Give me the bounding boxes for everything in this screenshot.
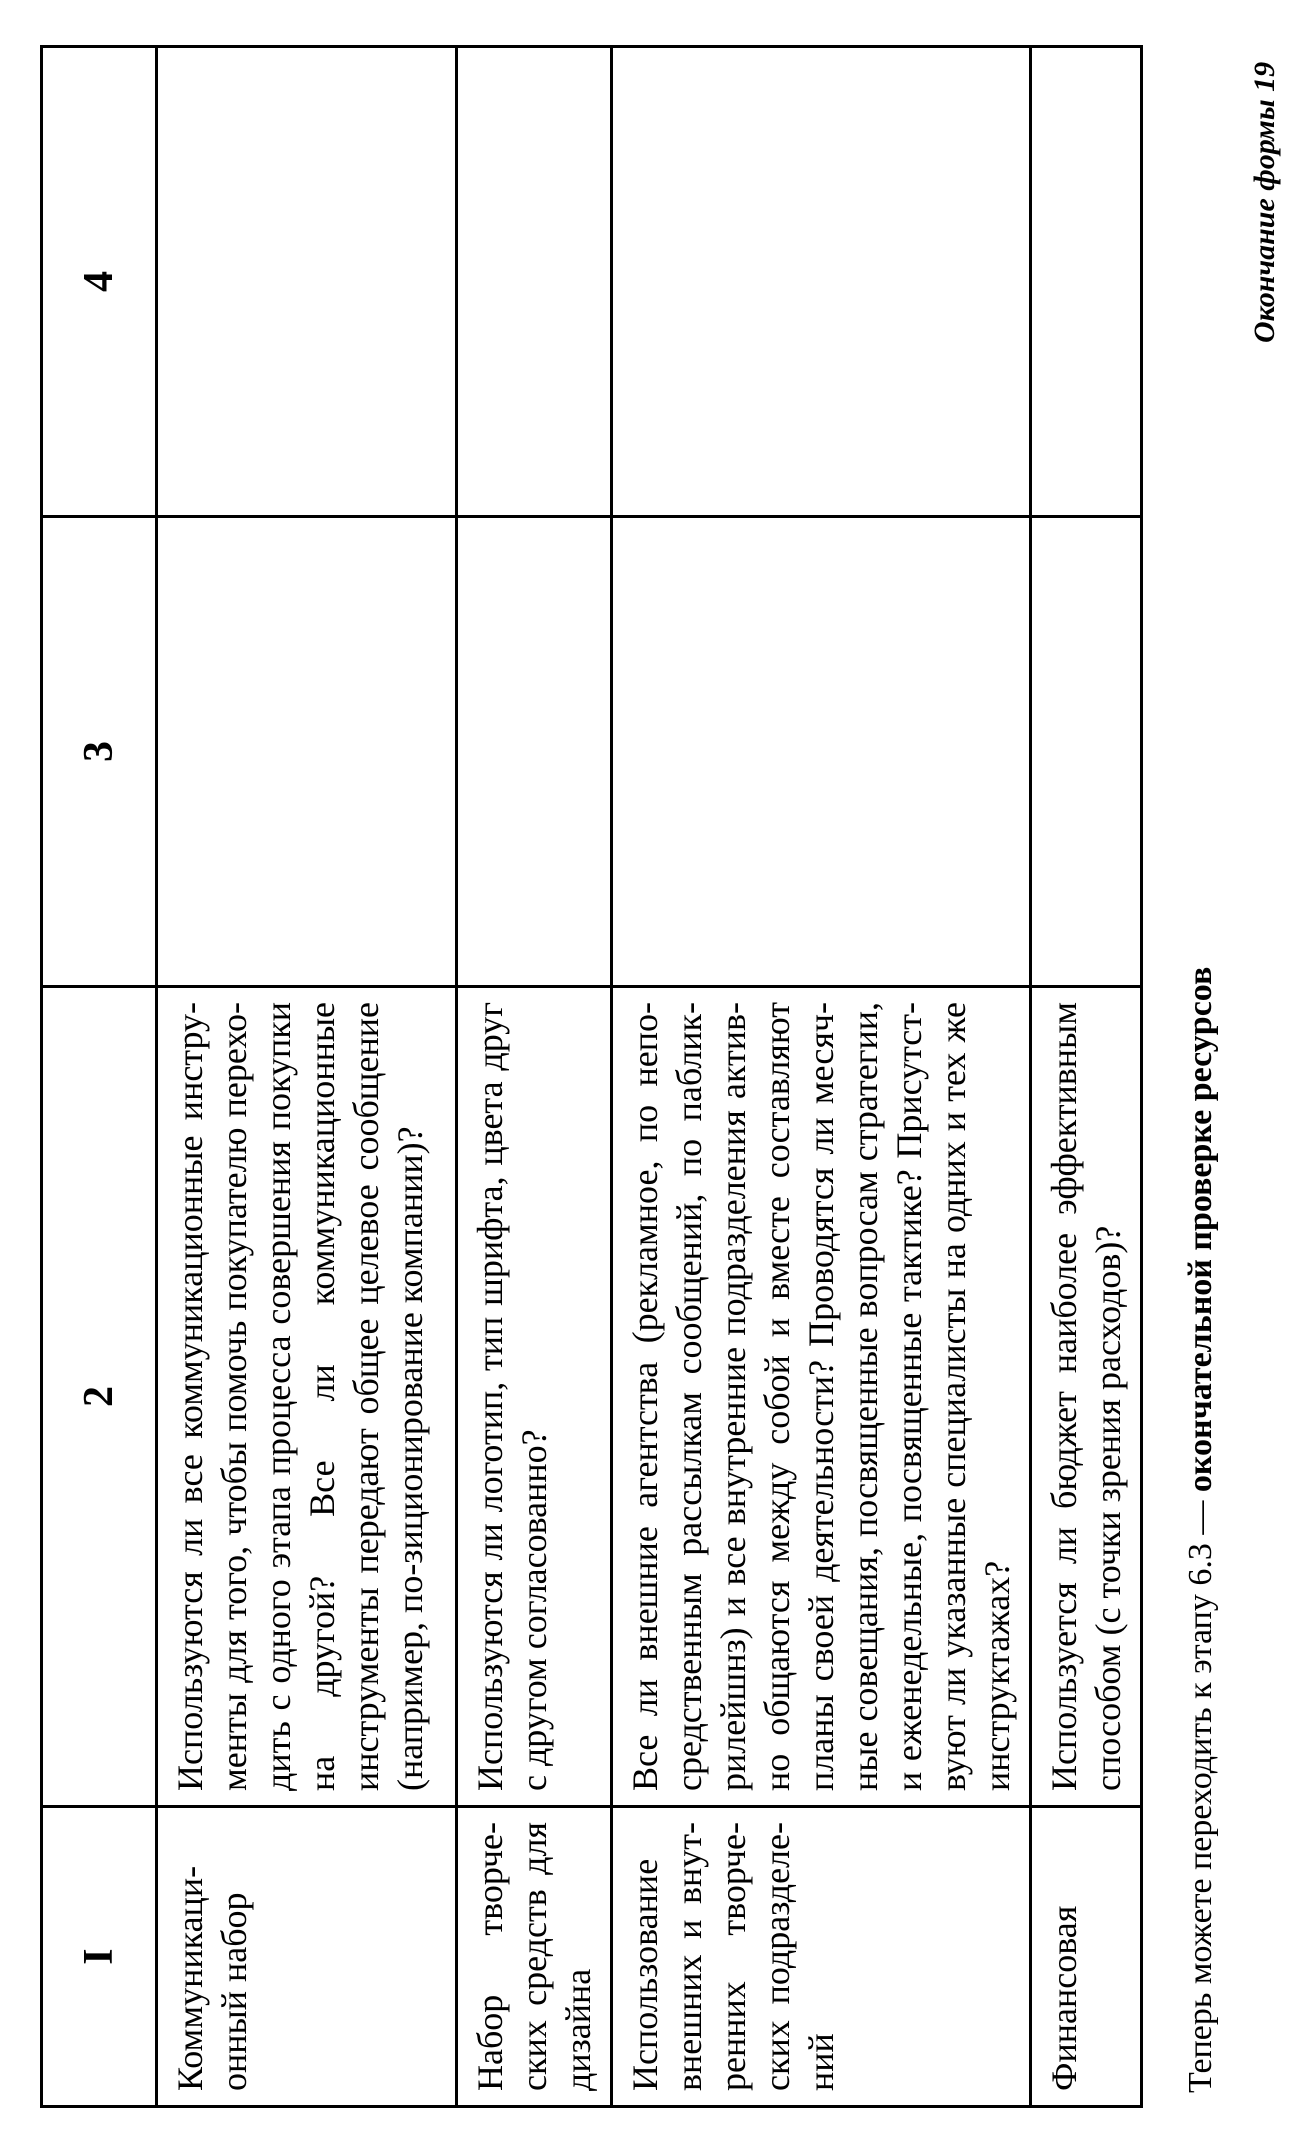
footer-emphasis: окончательной проверке ресурсов [1182,966,1219,1493]
row-col-3 [1031,517,1142,987]
row-question: Используются ли все коммуникационные инстру-менты для того, чтобы помочь покупателю перехо-дить с одного этапа процесса совершения покупки на другой? Все ли коммуникационные инструменты передают общее целевое сообщение (например, по-зиционирование компании)? [157,987,457,1807]
form-caption: Окончание формы 19 [1248,61,1281,343]
header-col-2: 2 [42,987,157,1807]
header-row [42,47,157,2107]
row-category: Использование внешних и внут-ренних творче-ских подразделе-ний [612,1807,1031,2107]
row-col-4 [157,47,457,517]
row-col-3 [457,517,612,987]
row-col-4 [1031,47,1142,517]
row-category: Набор творче-ских средств для дизайна [457,1807,612,2107]
row-question: Используется ли бюджет наиболее эффективным способом (с точки зрения расходов)? [1031,987,1142,1807]
row-category: Финансовая [1031,1807,1142,2107]
row-col-3 [157,517,457,987]
header-col-1: I [42,1807,157,2107]
row-col-3 [612,517,1031,987]
header-col-4: 4 [42,47,157,517]
row-question: Все ли внешние агентства (рекламное, по непо-средственным рассылкам сообщений, по паблик-рилейшнз) и все внутренние подразделения актив-но общаются между собой и вместе составляют планы своей деятельности? Проводятся ли месяч-ные совещания, посвященные вопросам стратегии, и еженедельные, посвященные тактике? Присутст-вуют ли указанные специалисты на одних и тех же инструктажах? [612,987,1031,1807]
row-col-4 [457,47,612,517]
footer-note [1182,967,1220,2093]
header-col-3: 3 [42,517,157,987]
row-col-4 [612,47,1031,517]
table-row [1031,47,1142,2107]
table-row [157,47,457,2107]
row-category: Коммуникаци-онный набор [157,1807,457,2107]
table-row [457,47,612,2107]
row-question: Используются ли логотип, тип шрифта, цвета друг с другом согласованно? [457,987,612,1807]
footer-prefix: Теперь можете переходить к этапу 6.3 — [1182,1492,1219,2093]
table-row [612,47,1031,2107]
checklist-table [40,45,1143,2108]
